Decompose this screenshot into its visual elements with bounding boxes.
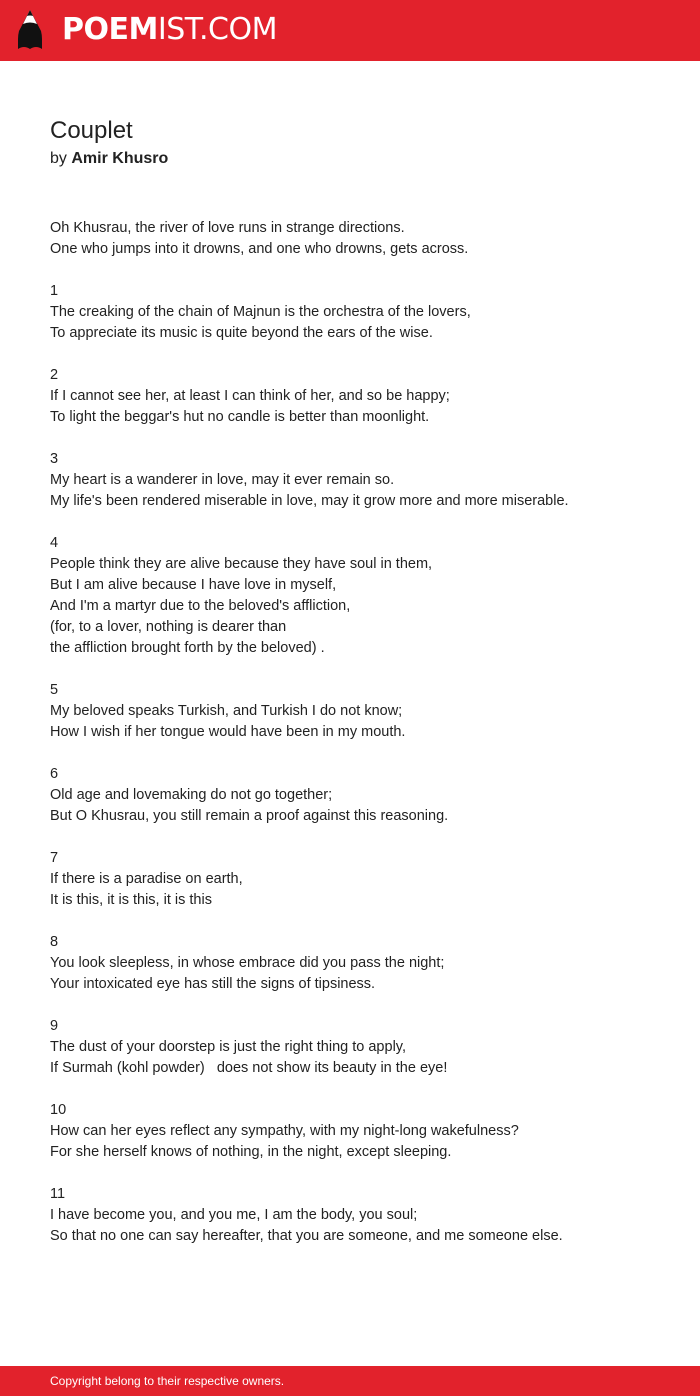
stanza-number: 8 <box>50 934 59 950</box>
stanza-number: 11 <box>50 1186 66 1202</box>
poem-line: The creaking of the chain of Majnun is the orchestra of the lovers, <box>50 304 471 320</box>
poem-body <box>50 218 570 1268</box>
poem-line: But I am alive because I have love in myself, <box>50 577 337 593</box>
poem-line: People think they are alive because they have soul in them, <box>50 556 433 572</box>
poem-line: To light the beggar's hut no candle is better than moonlight. <box>50 409 430 425</box>
stanza <box>50 1016 570 1079</box>
poem-line: Oh Khusrau, the river of love runs in strange directions. <box>50 220 405 236</box>
poem-line: To appreciate its music is quite beyond the ears of the wise. <box>50 325 433 341</box>
stanza <box>50 848 570 911</box>
poem-line: My beloved speaks Turkish, and Turkish I do not know; <box>50 703 403 719</box>
stanza <box>50 1184 570 1247</box>
stanza-number: 10 <box>50 1102 67 1118</box>
poem-line: You look sleepless, in whose embrace did you pass the night; <box>50 955 445 971</box>
stanza-number: 7 <box>50 850 59 866</box>
poem-line: It is this, it is this, it is this <box>50 892 212 908</box>
stanza-number: 4 <box>50 535 59 551</box>
stanza <box>50 764 570 827</box>
poem-line: So that no one can say hereafter, that you are someone, and me someone else. <box>50 1228 563 1244</box>
stanza <box>50 449 570 512</box>
poem-author: Amir Khusro <box>71 150 169 167</box>
brand-bold: POEM <box>62 12 158 47</box>
stanza-number: 9 <box>50 1018 59 1034</box>
poem-line: Your intoxicated eye has still the signs of tipsiness. <box>50 976 376 992</box>
poem-line: If Surmah (kohl powder) does not show its beauty in the eye! <box>50 1060 448 1076</box>
stanza <box>50 932 570 995</box>
poem-line: Old age and lovemaking do not go together; <box>50 787 333 803</box>
poem-line: How can her eyes reflect any sympathy, with my night-long wakefulness? <box>50 1123 519 1139</box>
poem-byline <box>50 149 168 169</box>
poem-line: For she herself knows of nothing, in the night, except sleeping. <box>50 1144 452 1160</box>
stanza-number: 3 <box>50 451 59 467</box>
stanza-number: 5 <box>50 682 59 698</box>
stanza-number: 1 <box>50 283 59 299</box>
stanza <box>50 281 570 344</box>
pencil-tip-icon[interactable] <box>17 9 43 51</box>
poem-line: My life's been rendered miserable in love, may it grow more and more miserable. <box>50 493 569 509</box>
poem-line: And I'm a martyr due to the beloved's affliction, <box>50 598 351 614</box>
stanza <box>50 533 570 659</box>
brand-light: IST.COM <box>157 12 277 47</box>
stanza <box>50 365 570 428</box>
site-footer <box>0 1366 700 1396</box>
poem-line: the affliction brought forth by the beloved) . <box>50 640 325 656</box>
stanza <box>50 680 570 743</box>
stanza <box>50 1100 570 1163</box>
site-logo-text[interactable] <box>62 12 277 48</box>
by-label: by <box>50 150 67 167</box>
stanza-number: 6 <box>50 766 59 782</box>
poem-line: I have become you, and you me, I am the body, you soul; <box>50 1207 418 1223</box>
stanza-number: 2 <box>50 367 59 383</box>
poem-line: If there is a paradise on earth, <box>50 871 243 887</box>
poem-line: But O Khusrau, you still remain a proof against this reasoning. <box>50 808 449 824</box>
poem-line: How I wish if her tongue would have been in my mouth. <box>50 724 406 740</box>
poem-line: One who jumps into it drowns, and one who drowns, gets across. <box>50 241 469 257</box>
copyright-text: Copyright belong to their respective owners. <box>50 1374 285 1388</box>
stanza <box>50 218 570 260</box>
poem-line: The dust of your doorstep is just the right thing to apply, <box>50 1039 406 1055</box>
poem-line: If I cannot see her, at least I can think of her, and so be happy; <box>50 388 450 404</box>
poem-title: Couplet <box>50 117 133 144</box>
poem-line: (for, to a lover, nothing is dearer than <box>50 619 287 635</box>
site-header <box>0 0 700 61</box>
poem-line: My heart is a wanderer in love, may it ever remain so. <box>50 472 395 488</box>
